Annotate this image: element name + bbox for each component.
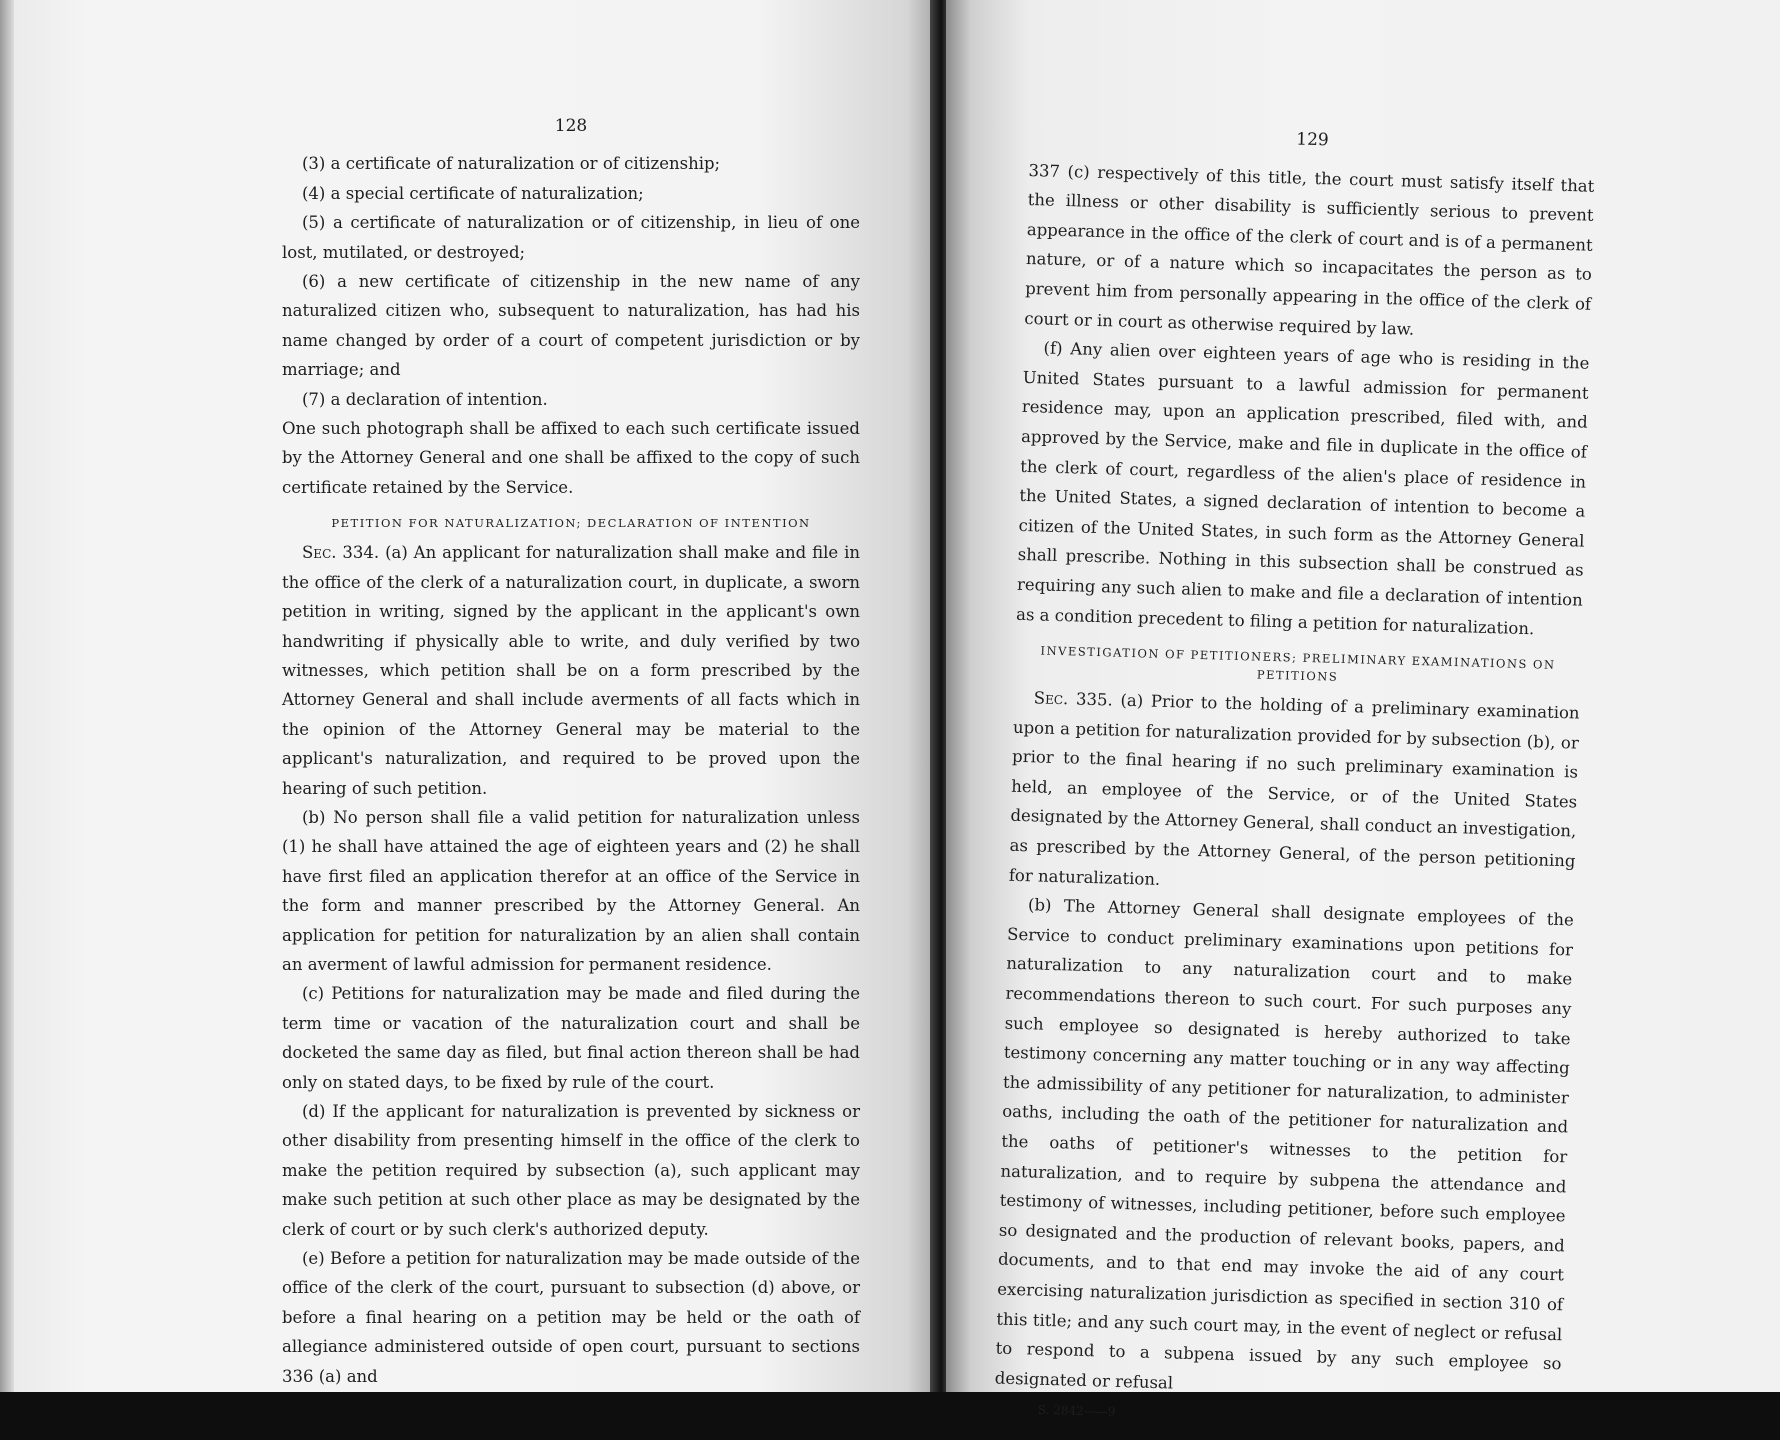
section-heading-335: INVESTIGATION OF PETITIONERS; PRELIMINARY EXAMINATIONS ON PETITIONS (1040, 643, 1556, 684)
list-item: (6) a new certificate of citizenship in the new name of any naturalized citizen who, subsequent to naturalization, has had his name changed by order of a court of competent jurisdiction or by marriage; and (282, 272, 860, 380)
section-label: Sec. 335. (1033, 688, 1114, 710)
list-item: (3) a certificate of naturalization or of citizenship; (302, 154, 721, 174)
section-label: Sec. 334. (302, 543, 380, 563)
section-334-f: (f) Any alien over eighteen years of age who is residing in the United States pursuant to a lawful admission for permanent residence may, upon an application prescribed, filed with, and approved by the Service, make and file in duplicate in the office of the clerk of court, regardless of the alien's place of residence in the United States, a signed declaration of intention to become a citizen of the United States, in such form as the Attorney General shall prescribe. Nothing in this subsection shall be construed as requiring any such alien to make and file a declaration of intention as a condition precedent to filing a petition for naturalization. (1015, 338, 1590, 638)
page-number-right: 129 (1295, 129, 1329, 151)
list-item: (4) a special certificate of naturalization; (302, 183, 644, 203)
section-335-b: (b) The Attorney General shall designate employees of the Service to conduct preliminary examinations upon petitions for naturalization to any naturalization court and to make recommendations thereon to such court. For such purposes any such employee so designated is hereby authorized to take testimony concerning any matter touching or in any way affecting the admissibility of any petitioner for naturalization, to administer oaths, including the oath of the petitioner for naturalization and the oaths of petitioner's witnesses to the petition for naturalization, and to require by subpena the attendance and testimony of witnesses, including petitioner, before such employee so designated and the production of relevant books, papers, and documents, and to that end may invoke the aid of any court exercising naturalization jurisdiction as specified in section 310 of this title; and any such court may, in the event of neglect or refusal to respond to a subpena issued by any such employee so designated or refusal (994, 895, 1575, 1393)
signature-footer: S. 2842——9 (1037, 1403, 1116, 1420)
section-334-a (282, 538, 860, 803)
section-334-e: (e) Before a petition for naturalization may be made outside of the office of the clerk of the court, pursuant to subsection (d) above, or before a final hearing on a petition may be held or the oath of allegiance administered outside of open court, pursuant to sections 336 (a) and (282, 1249, 860, 1386)
list-item: (5) a certificate of naturalization or of citizenship, in lieu of one lost, mutilated, or destroyed; (282, 213, 860, 262)
section-335-a (1008, 683, 1580, 906)
section-334-d: (d) If the applicant for naturalization is prevented by sickness or other disability from presenting himself in the office of the clerk to make the petition required by subsection (a), such applicant may make such petition at such other place as may be designated by the clerk of court or by such clerk's authorized deputy. (282, 1102, 860, 1239)
list-item: (7) a declaration of intention. (302, 389, 548, 409)
section-334-e-continued: 337 (c) respectively of this title, the court must satisfy itself that the illness or other disability is sufficiently serious to prevent appearance in the office of the clerk of court and is of a permanent nature, or of a nature which so incapacitates the person as to prevent him from personally appearing in the office of the clerk of court or in court as otherwise required by law. (1024, 160, 1595, 339)
section-334-b: (b) No person shall file a valid petition for naturalization unless (1) he shall have attained the age of eighteen years and (2) he shall have first filed an application therefor at an office of the Service in the form and manner prescribed by the Attorney General. An application for petition for naturalization by an alien shall contain an averment of lawful admission for permanent residence. (282, 807, 860, 974)
photo-paragraph: One such photograph shall be affixed to each such certificate issued by the Attorney General and one shall be affixed to the copy of such certificate retained by the Service. (282, 419, 860, 497)
section-heading-334: PETITION FOR NATURALIZATION; DECLARATION OF INTENTION (331, 516, 811, 531)
section-text: (a) Prior to the holding of a preliminary examination upon a petition for naturalization provided for by subsection (b), or prior to the final hearing if no such preliminary examination is held, an employee of the Service, or of the United States designated by the Attorney General, shall conduct an investigation, as prescribed by the Attorney General, of the person petitioning for naturalization. (1008, 690, 1580, 889)
right-page-text (994, 118, 1596, 1440)
page-number-left: 128 (554, 116, 588, 136)
section-text: (a) An applicant for naturalization shall make and file in the office of the clerk of a naturalization court, in duplicate, a sworn petition in writing, signed by the applicant in the applicant's own handwriting if physically able to write, and duly verified by two witnesses, which petition shall be on a form prescribed by the Attorney General and shall include averments of all facts which in the opinion of the Attorney General may be material to the applicant's naturalization, and required to be proved upon the hearing of such petition. (282, 543, 860, 798)
left-page-text (282, 112, 860, 1391)
section-334-c: (c) Petitions for naturalization may be made and filed during the term time or vacation of the naturalization court and shall be docketed the same day as filed, but final action thereon shall be had only on stated days, to be fixed by rule of the court. (282, 984, 860, 1092)
